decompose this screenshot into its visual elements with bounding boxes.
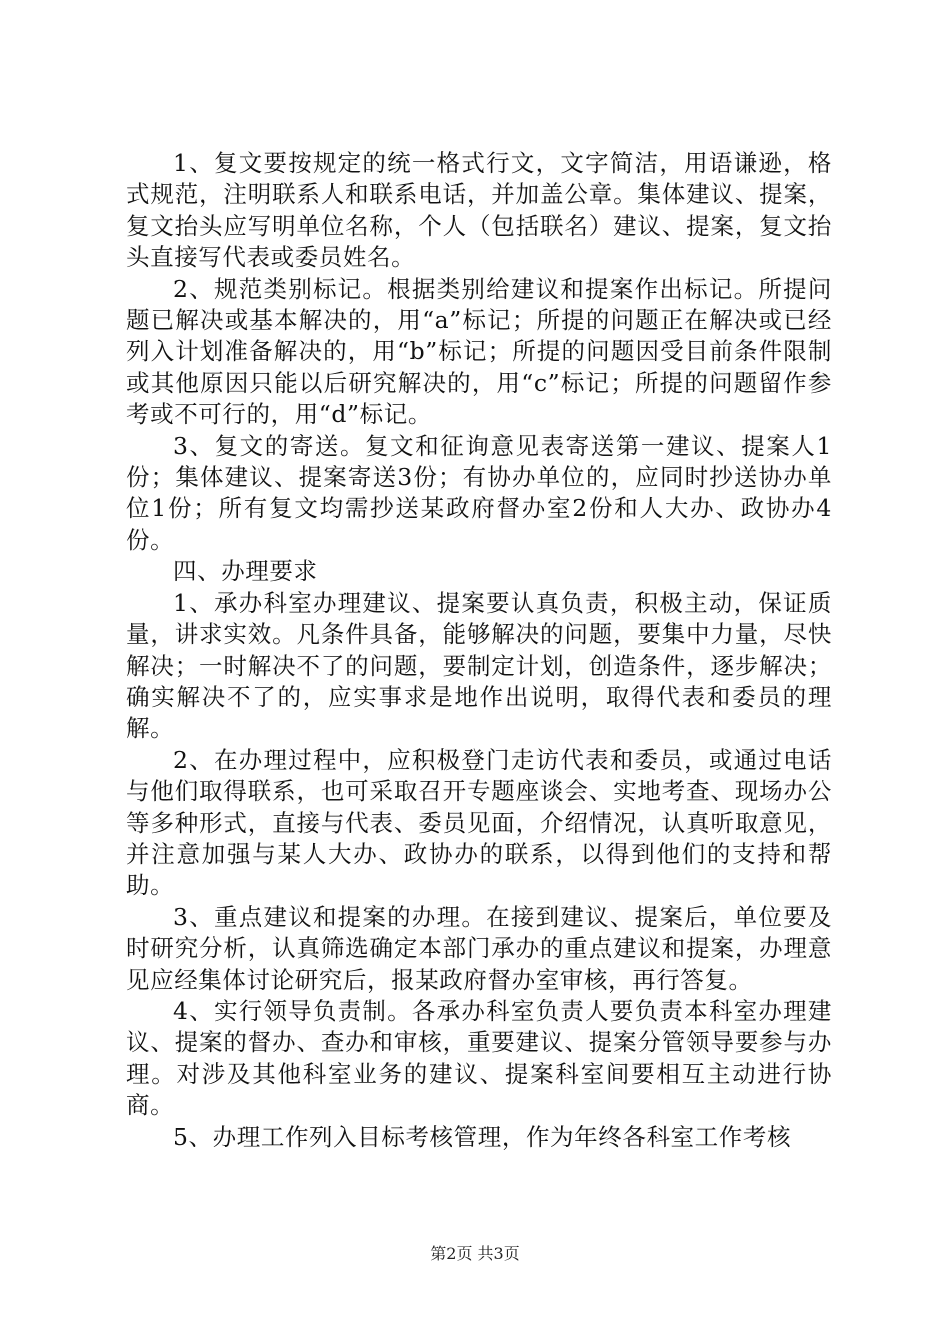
page-number-footer: 第2页 共3页 — [430, 1244, 520, 1263]
paragraph-assessment: 5、办理工作列入目标考核管理，作为年终各科室工作考核 — [173, 1122, 792, 1151]
paragraph-category-marks: 2、规范类别标记。根据类别给建议和提案作出标记。所提问题已解决或基本解决的，用“a”标记；所提的问题正在解决或已经列入计划准备解决的，用“b”标记；所提的问题因受目前条件限制或其他原因只能以后研究解决的，用“c”标记；所提的问题留作参考或不可行的，用“d”标记。 — [126, 274, 832, 429]
paragraph-contact-representatives: 2、在办理过程中，应积极登门走访代表和委员，或通过电话与他们取得联系，也可采取召开专题座谈会、实地考查、现场办公等多种形式，直接与代表、委员见面，介绍情况，认真听取意见，并注意加强与某人大办、政协办的联系，以得到他们的支持和帮助。 — [126, 745, 832, 900]
paragraph-key-proposals: 3、重点建议和提案的办理。在接到建议、提案后，单位要及时研究分析，认真筛选确定本部门承办的重点建议和提案，办理意见应经集体讨论研究后，报某政府督办室审核，再行答复。 — [126, 902, 832, 994]
paragraph-reply-format: 1、复文要按规定的统一格式行文，文字简洁，用语谦逊，格式规范，注明联系人和联系电话，并加盖公章。集体建议、提案，复文抬头应写明单位名称，个人（包括联名）建议、提案，复文抬头直接写代表或委员姓名。 — [126, 149, 832, 272]
paragraph-handling-quality: 1、承办科室办理建议、提案要认真负责，积极主动，保证质量，讲求实效。凡条件具备，能够解决的问题，要集中力量，尽快解决；一时解决不了的问题，要制定计划，创造条件，逐步解决；确实解决不了的，应实事求是地作出说明，取得代表和委员的理解。 — [126, 588, 832, 743]
document-body — [126, 148, 832, 1153]
paragraph-leader-responsibility: 4、实行领导负责制。各承办科室负责人要负责本科室办理建议、提案的督办、查办和审核，重要建议、提案分管领导要参与办理。对涉及其他科室业务的建议、提案科室间要相互主动进行协商。 — [126, 996, 832, 1120]
paragraph-reply-delivery: 3、复文的寄送。复文和征询意见表寄送第一建议、提案人1份；集体建议、提案寄送3份；有协办单位的，应同时抄送协办单位1份；所有复文均需抄送某政府督办室2份和人大办、政协办4份。 — [126, 431, 832, 554]
section-heading-requirements: 四、办理要求 — [173, 557, 318, 586]
